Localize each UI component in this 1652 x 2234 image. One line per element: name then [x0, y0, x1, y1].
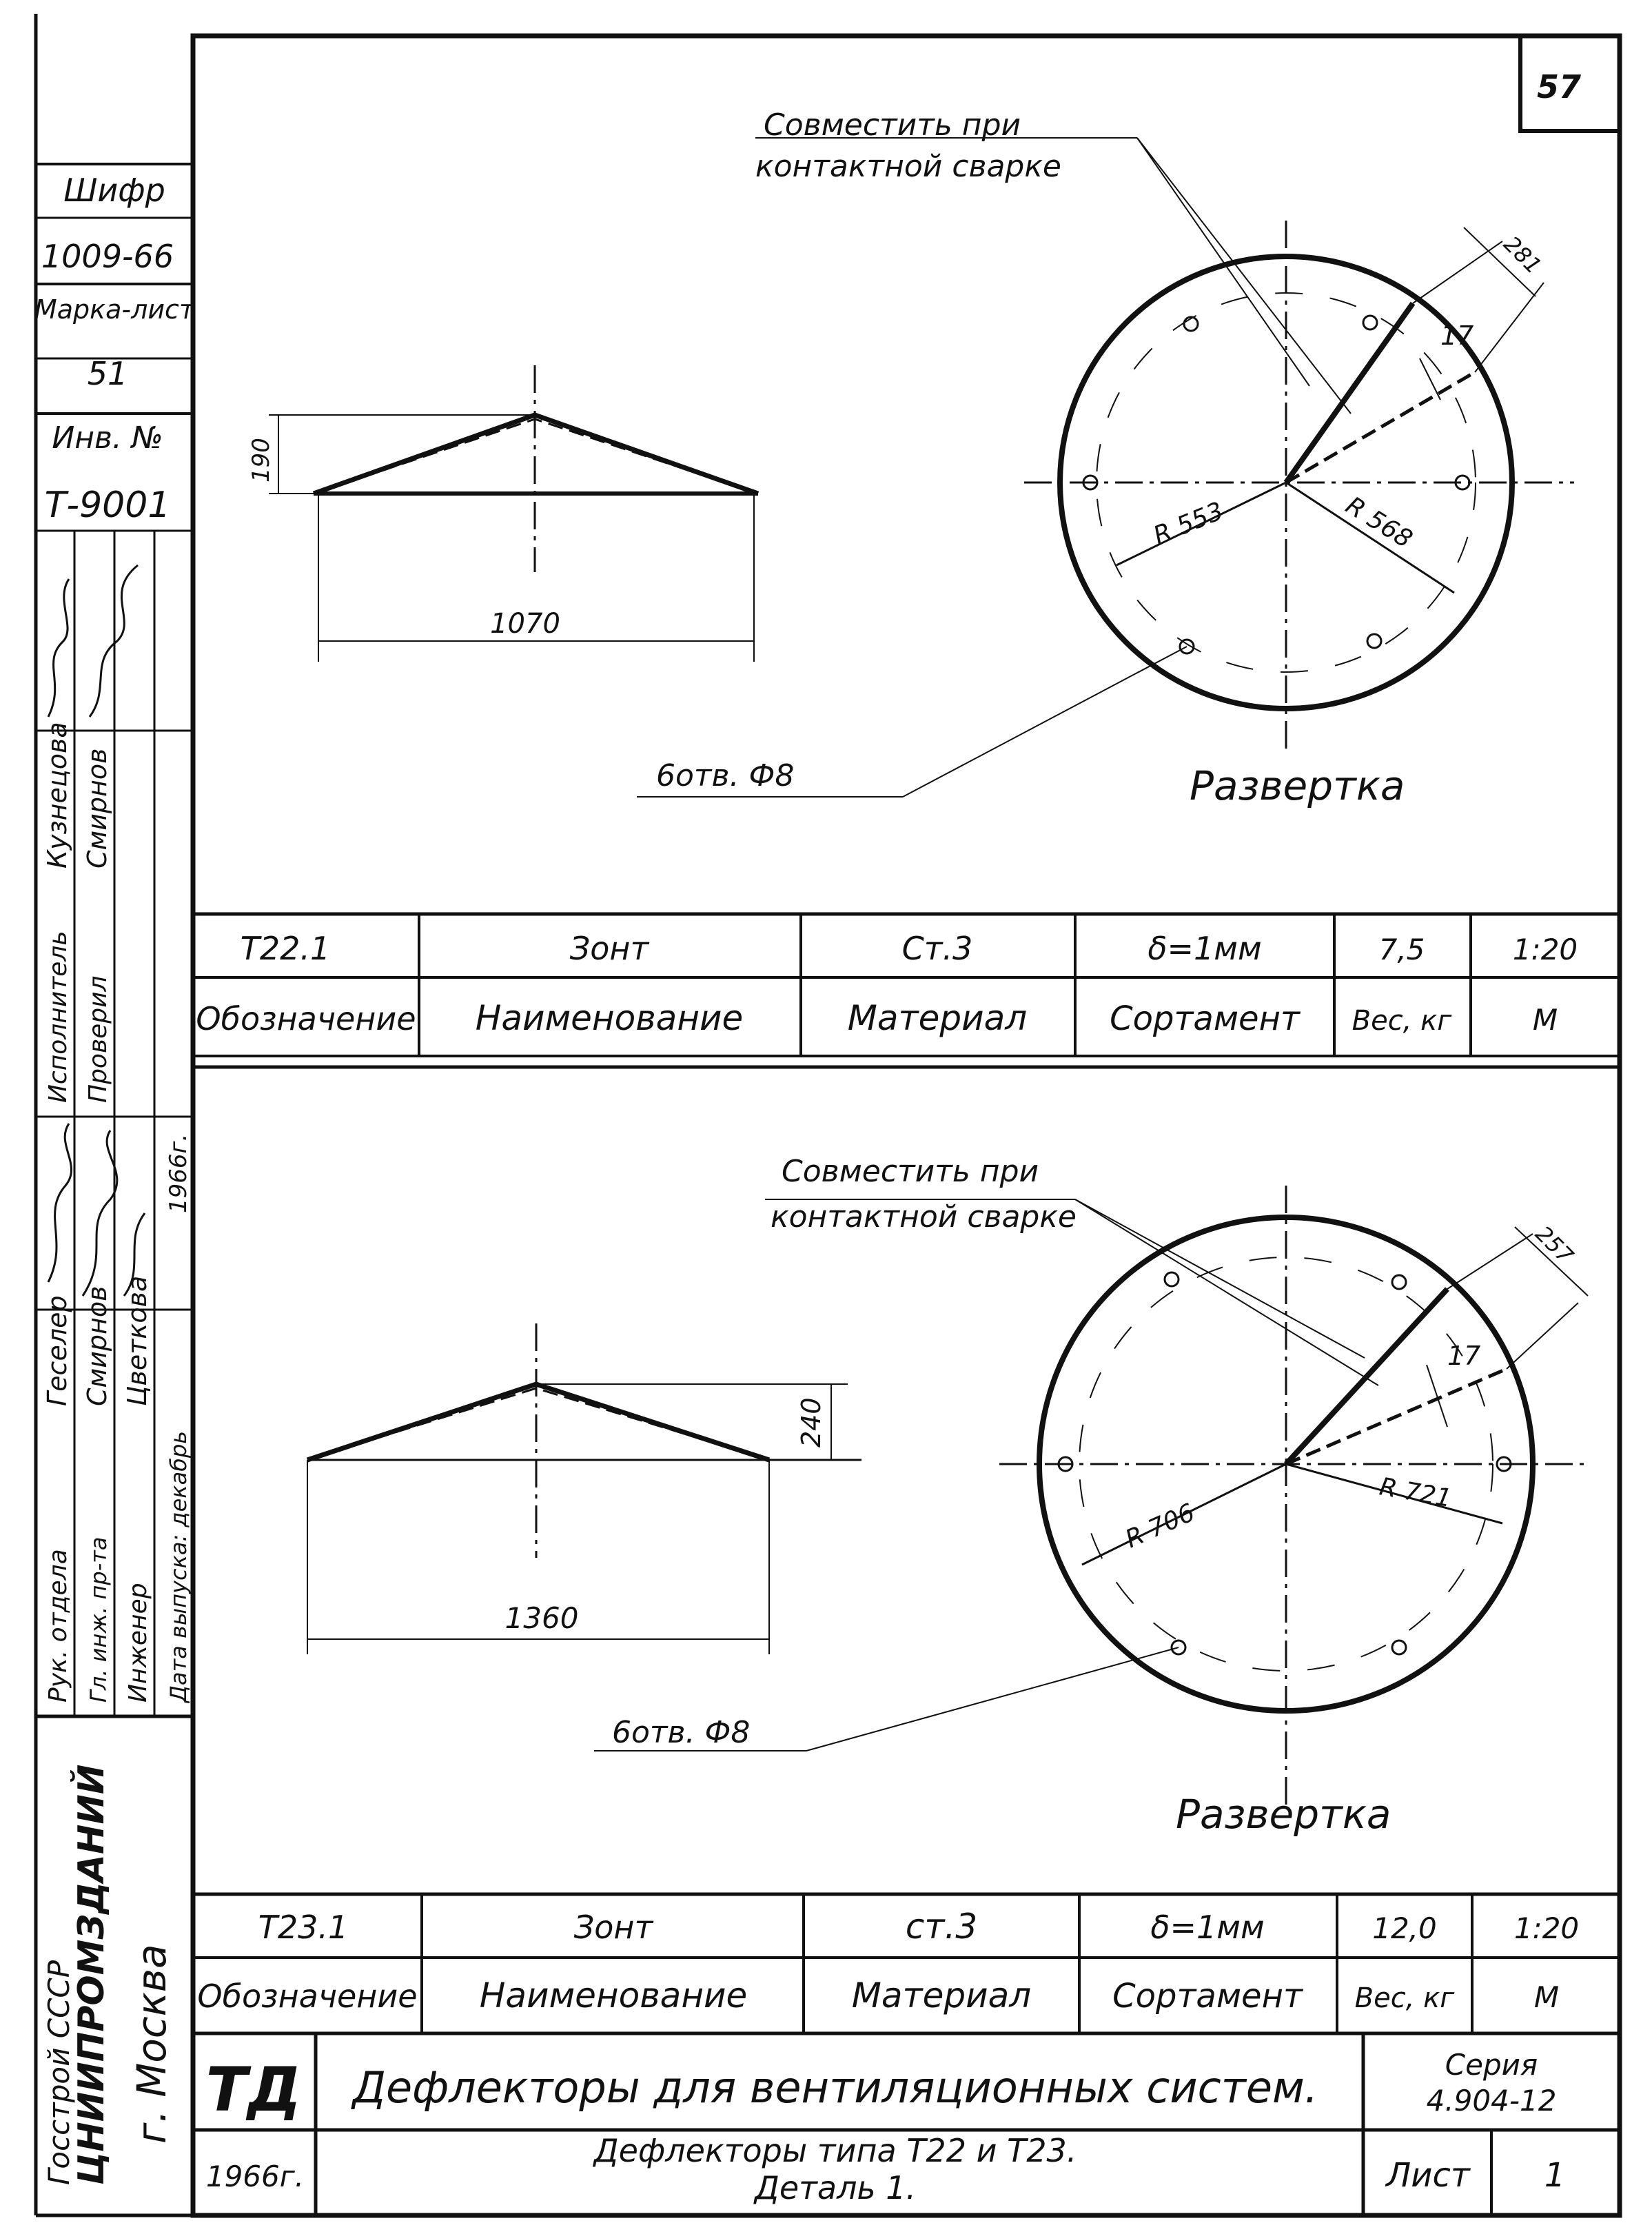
- bottom-callout-line1: Совместить при: [782, 1154, 1039, 1189]
- top-height-dim: 190: [247, 438, 275, 483]
- bottom-callout-line2: контактной сварке: [771, 1199, 1077, 1235]
- bottom-gauge-value: δ=1мм: [1150, 1909, 1265, 1946]
- drawing-title: Дефлекторы для вентиляционных систем.: [352, 2062, 1318, 2113]
- side-stamp: [34, 164, 196, 2185]
- bottom-angle-dim-b: 257: [1530, 1220, 1579, 1269]
- bottom-designation-value: Т23.1: [258, 1909, 349, 1946]
- td-logo: ТД: [205, 2054, 302, 2125]
- name-engineer: Цветкова: [122, 1275, 152, 1406]
- top-name-header: Наименование: [475, 998, 744, 1038]
- bottom-material-value: ст.3: [905, 1907, 978, 1947]
- bottom-scale-value: 1:20: [1513, 1911, 1580, 1945]
- top-angle-dim-b: 281: [1498, 230, 1547, 279]
- org-ministry: Госстрой СССР: [42, 1960, 76, 2185]
- bottom-weight-header: Вес, кг: [1354, 1982, 1455, 2014]
- series-value: 4.904-12: [1426, 2084, 1557, 2118]
- bottom-height-dim: 240: [796, 1397, 826, 1448]
- top-radius-inner: R 553: [1150, 496, 1227, 551]
- role-executor: Исполнитель: [44, 931, 72, 1103]
- role-release-date: Дата выпуска: декабрь: [165, 1430, 192, 1703]
- bottom-scale-header: М: [1533, 1980, 1560, 2014]
- top-width-dim: 1070: [490, 608, 560, 640]
- bottom-gauge-header: Сортамент: [1112, 1977, 1303, 2015]
- top-callout-line2: контактной сварке: [755, 149, 1061, 184]
- bottom-name-header: Наименование: [479, 1976, 748, 2015]
- top-radius-outer: R 568: [1340, 491, 1418, 554]
- cipher-label: Шифр: [63, 172, 165, 209]
- cipher-value: 1009-66: [41, 238, 174, 275]
- top-scale-header: М: [1532, 1003, 1558, 1037]
- name-head-of-dept: Геселер: [42, 1295, 72, 1406]
- name-chief-engineer: Смирнов: [82, 1286, 112, 1406]
- sheet-value: 1: [1544, 2156, 1566, 2195]
- top-development-view: [637, 108, 1574, 809]
- sheet-number-box: [1520, 36, 1620, 131]
- top-scale-value: 1:20: [1512, 933, 1578, 966]
- series-label: Серия: [1445, 2048, 1538, 2082]
- top-angle-dim-a: 17: [1440, 321, 1474, 351]
- name-checked: Смирнов: [82, 748, 112, 869]
- org-name: ЦНИИПРОМЗДАНИЙ: [71, 1764, 112, 2185]
- role-chief-engineer: Гл. инж. пр-та: [85, 1536, 112, 1703]
- top-development-label: Развертка: [1190, 762, 1405, 809]
- mark-value: 51: [87, 355, 128, 392]
- bottom-development-label: Развертка: [1176, 1791, 1391, 1838]
- top-holes-label: 6отв. Ф8: [656, 758, 795, 793]
- top-cone-elevation: [247, 365, 758, 662]
- bottom-weight-value: 12,0: [1372, 1911, 1437, 1945]
- inv-value: Т-9001: [44, 485, 171, 526]
- sheet-label: Лист: [1386, 2156, 1470, 2195]
- bottom-development-view: [594, 1154, 1588, 1838]
- top-designation-value: Т22.1: [240, 930, 331, 967]
- bottom-holes-label: 6отв. Ф8: [612, 1715, 751, 1750]
- inv-label: Инв. №: [52, 420, 163, 456]
- top-material-header: Материал: [847, 998, 1028, 1038]
- top-designation-header: Обозначение: [196, 1000, 416, 1037]
- sheet-number: 57: [1536, 68, 1582, 105]
- signature-mark: [48, 565, 145, 1296]
- mark-label: Марка-лист: [34, 294, 195, 325]
- bottom-width-dim: 1360: [504, 1601, 579, 1635]
- role-engineer: Инженер: [124, 1583, 152, 1703]
- top-gauge-header: Сортамент: [1110, 999, 1300, 1038]
- bottom-name-value: Зонт: [573, 1909, 653, 1946]
- top-weight-value: 7,5: [1378, 933, 1425, 966]
- role-head-of-dept: Рук. отдела: [44, 1549, 72, 1703]
- top-spec-table: [193, 914, 1620, 1056]
- subtitle-line1: Дефлекторы типа Т22 и Т23.: [593, 2132, 1077, 2169]
- top-callout-line1: Совместить при: [764, 108, 1021, 143]
- drawing-year: 1966г.: [205, 2160, 305, 2193]
- bottom-radius-outer: R 721: [1377, 1472, 1454, 1514]
- subtitle-line2: Деталь 1.: [754, 2169, 917, 2206]
- top-material-value: Ст.3: [901, 930, 973, 967]
- issue-year: 1966г.: [165, 1133, 192, 1213]
- bottom-material-header: Материал: [851, 1976, 1032, 2015]
- bottom-designation-header: Обозначение: [197, 1978, 418, 2015]
- role-checked: Проверил: [84, 975, 112, 1103]
- bottom-angle-dim-a: 17: [1447, 1341, 1481, 1371]
- bottom-spec-table: [193, 1894, 1620, 2033]
- name-executor: Кузнецова: [42, 722, 72, 869]
- org-city: г. Москва: [128, 1944, 175, 2144]
- top-name-value: Зонт: [569, 930, 649, 967]
- top-gauge-value: δ=1мм: [1148, 930, 1262, 967]
- hole-marker: [1083, 316, 1469, 653]
- bottom-cone-elevation: [307, 1323, 861, 1654]
- title-block: [193, 2033, 1620, 2215]
- bottom-radius-inner: R 706: [1121, 1498, 1199, 1554]
- top-weight-header: Вес, кг: [1352, 1005, 1452, 1037]
